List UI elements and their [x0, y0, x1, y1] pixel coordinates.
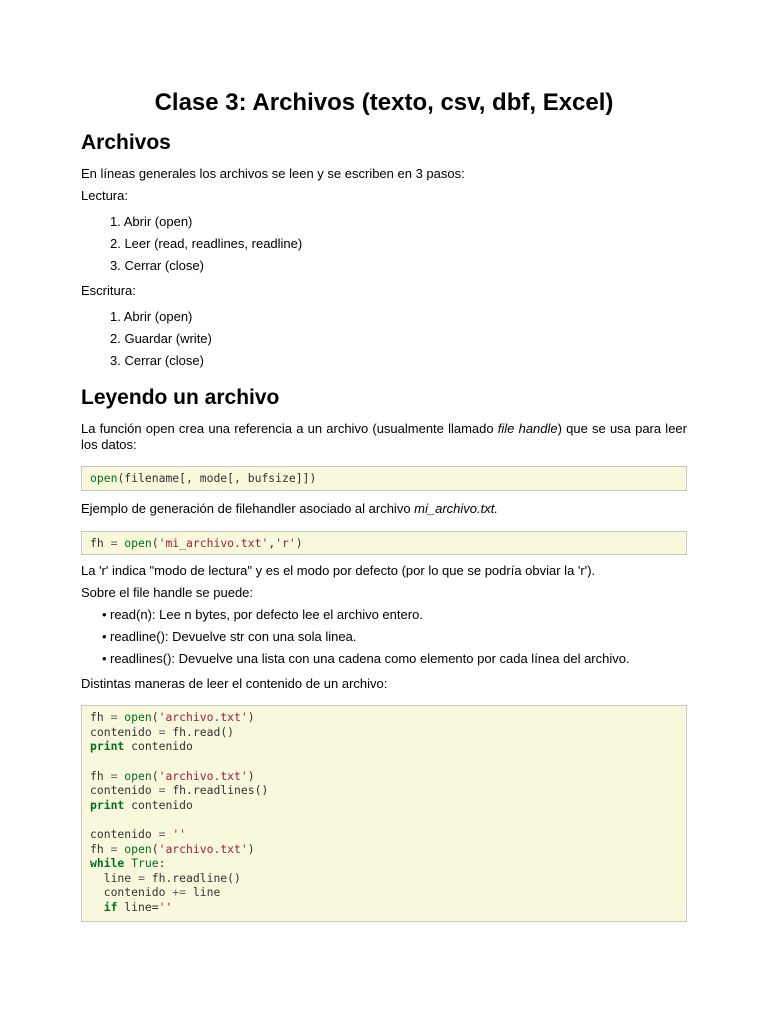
code-line — [90, 798, 193, 812]
code-token: = — [151, 724, 173, 739]
code-token: fh — [90, 841, 104, 856]
code-token: ( — [151, 710, 159, 725]
list-item: 2. Guardar (write) — [110, 331, 212, 346]
code-token: open — [124, 768, 152, 783]
code-token: True — [131, 856, 159, 871]
code-token: fh — [90, 768, 104, 783]
code-token: '' — [172, 826, 187, 841]
code-token: print — [90, 797, 125, 812]
code-line — [90, 856, 165, 870]
code-token: 'archivo.txt' — [158, 710, 248, 725]
code-token — [90, 871, 104, 885]
code-token: 'mi_archivo.txt' — [158, 535, 269, 550]
list-item: 3. Cerrar (close) — [110, 258, 204, 273]
code-token: fh.readlines() — [172, 783, 269, 798]
code-token: open — [124, 535, 152, 550]
code-block-filehandler — [81, 531, 687, 556]
code-token: ( — [151, 841, 159, 856]
code-line — [90, 827, 186, 841]
filehandle-methods-list — [81, 607, 687, 667]
sobre-paragraph: Sobre el file handle se puede: — [81, 585, 254, 601]
lectura-label: Lectura: — [81, 188, 128, 203]
code-token: ) — [247, 768, 255, 783]
code-token: while — [90, 856, 125, 871]
code-line — [90, 871, 241, 885]
list-item: 1. Abrir (open) — [110, 214, 193, 229]
code-token: ( — [151, 535, 159, 550]
code-token: = — [151, 826, 173, 841]
code-block-read-examples — [81, 705, 687, 921]
code-token: line — [103, 870, 132, 885]
code-token — [90, 885, 104, 899]
r-mode-paragraph: La 'r' indica "modo de lectura" y es el modo por defecto (por lo que se podría obviar la 'r'). — [81, 563, 596, 579]
filename-emphasis: mi_archivo.txt. — [414, 500, 498, 516]
code-token: fh.readline() — [151, 870, 241, 885]
code-token: = — [103, 710, 125, 725]
code-token: contenido — [90, 826, 152, 841]
code-line — [90, 725, 234, 739]
code-token: if — [103, 899, 118, 914]
code-token: ) — [247, 710, 255, 725]
escritura-label: Escritura: — [81, 283, 136, 298]
code-token: = — [103, 841, 125, 856]
code-token: fh — [90, 710, 104, 725]
file-handle-emphasis: file handle — [497, 421, 558, 436]
open-text-part: La función open crea una referencia a un archivo (usualmente llamado — [81, 421, 498, 436]
ejemplo-paragraph — [81, 501, 687, 517]
code-token: ) — [295, 535, 303, 550]
code-token: '' — [158, 899, 173, 914]
code-token: 'r' — [275, 535, 296, 550]
code-token: = — [103, 535, 125, 550]
code-token: fh — [90, 535, 104, 550]
code-token: open — [124, 841, 152, 856]
intro-paragraph: En líneas generales los archivos se leen y se escriben en 3 pasos: — [81, 166, 465, 181]
code-token: = — [151, 783, 173, 798]
open-text-part: ) que se usa para leer — [557, 421, 687, 436]
code-token: += — [165, 885, 193, 900]
code-block-open-signature — [81, 466, 687, 491]
distintas-paragraph: Distintas maneras de leer el contenido de un archivo: — [81, 676, 388, 692]
code-line — [90, 842, 255, 856]
code-token: : — [158, 856, 166, 871]
code-token — [90, 900, 104, 914]
code-token: contenido — [103, 885, 166, 900]
code-token: line — [192, 885, 221, 900]
code-line — [90, 739, 193, 753]
code-token: line= — [117, 899, 159, 914]
code-line — [90, 900, 172, 914]
escritura-list — [81, 309, 687, 369]
code-line — [90, 885, 220, 899]
code-line — [90, 710, 255, 724]
code-line — [90, 769, 255, 783]
ejemplo-text: Ejemplo de generación de filehandler asociado al archivo — [81, 500, 415, 516]
code-token: print — [90, 739, 125, 754]
code-line — [90, 783, 268, 797]
code-token: 'archivo.txt' — [158, 841, 248, 856]
list-item: 2. Leer (read, readlines, readline) — [110, 236, 303, 251]
code-token: contenido — [131, 739, 193, 754]
code-token: contenido — [90, 783, 152, 798]
code-token: open — [124, 710, 152, 725]
code-token: ) — [247, 841, 255, 856]
open-paragraph-line-2: los datos: — [81, 437, 137, 452]
open-paragraph-line-1 — [81, 421, 687, 437]
list-item: • readline(): Devuelve str con una sola linea. — [102, 629, 687, 645]
code-token: fh.read() — [172, 724, 235, 739]
lectura-list — [81, 214, 687, 274]
list-item: 1. Abrir (open) — [110, 309, 193, 324]
list-item: • readlines(): Devuelve una lista con una cadena como elemento por cada línea del archivo. — [102, 651, 687, 667]
code-token: contenido — [131, 797, 193, 812]
page-title: Clase 3: Archivos (texto, csv, dbf, Excel) — [154, 89, 614, 116]
code-token: contenido — [90, 724, 152, 739]
section-heading-leyendo: Leyendo un archivo — [81, 386, 280, 409]
code-token: ( — [151, 768, 159, 783]
open-paragraph — [81, 421, 687, 453]
code-token: 'archivo.txt' — [158, 768, 248, 783]
code-token: , — [268, 535, 276, 550]
section-heading-archivos: Archivos — [81, 131, 171, 154]
code-token: = — [103, 768, 125, 783]
list-item: 3. Cerrar (close) — [110, 353, 204, 368]
code-token: (filename[, mode[, bufsize]]) — [117, 471, 317, 485]
code-token: = — [131, 870, 152, 885]
list-item: • read(n): Lee n bytes, por defecto lee el archivo entero. — [102, 607, 687, 623]
code-token: open — [90, 471, 118, 485]
